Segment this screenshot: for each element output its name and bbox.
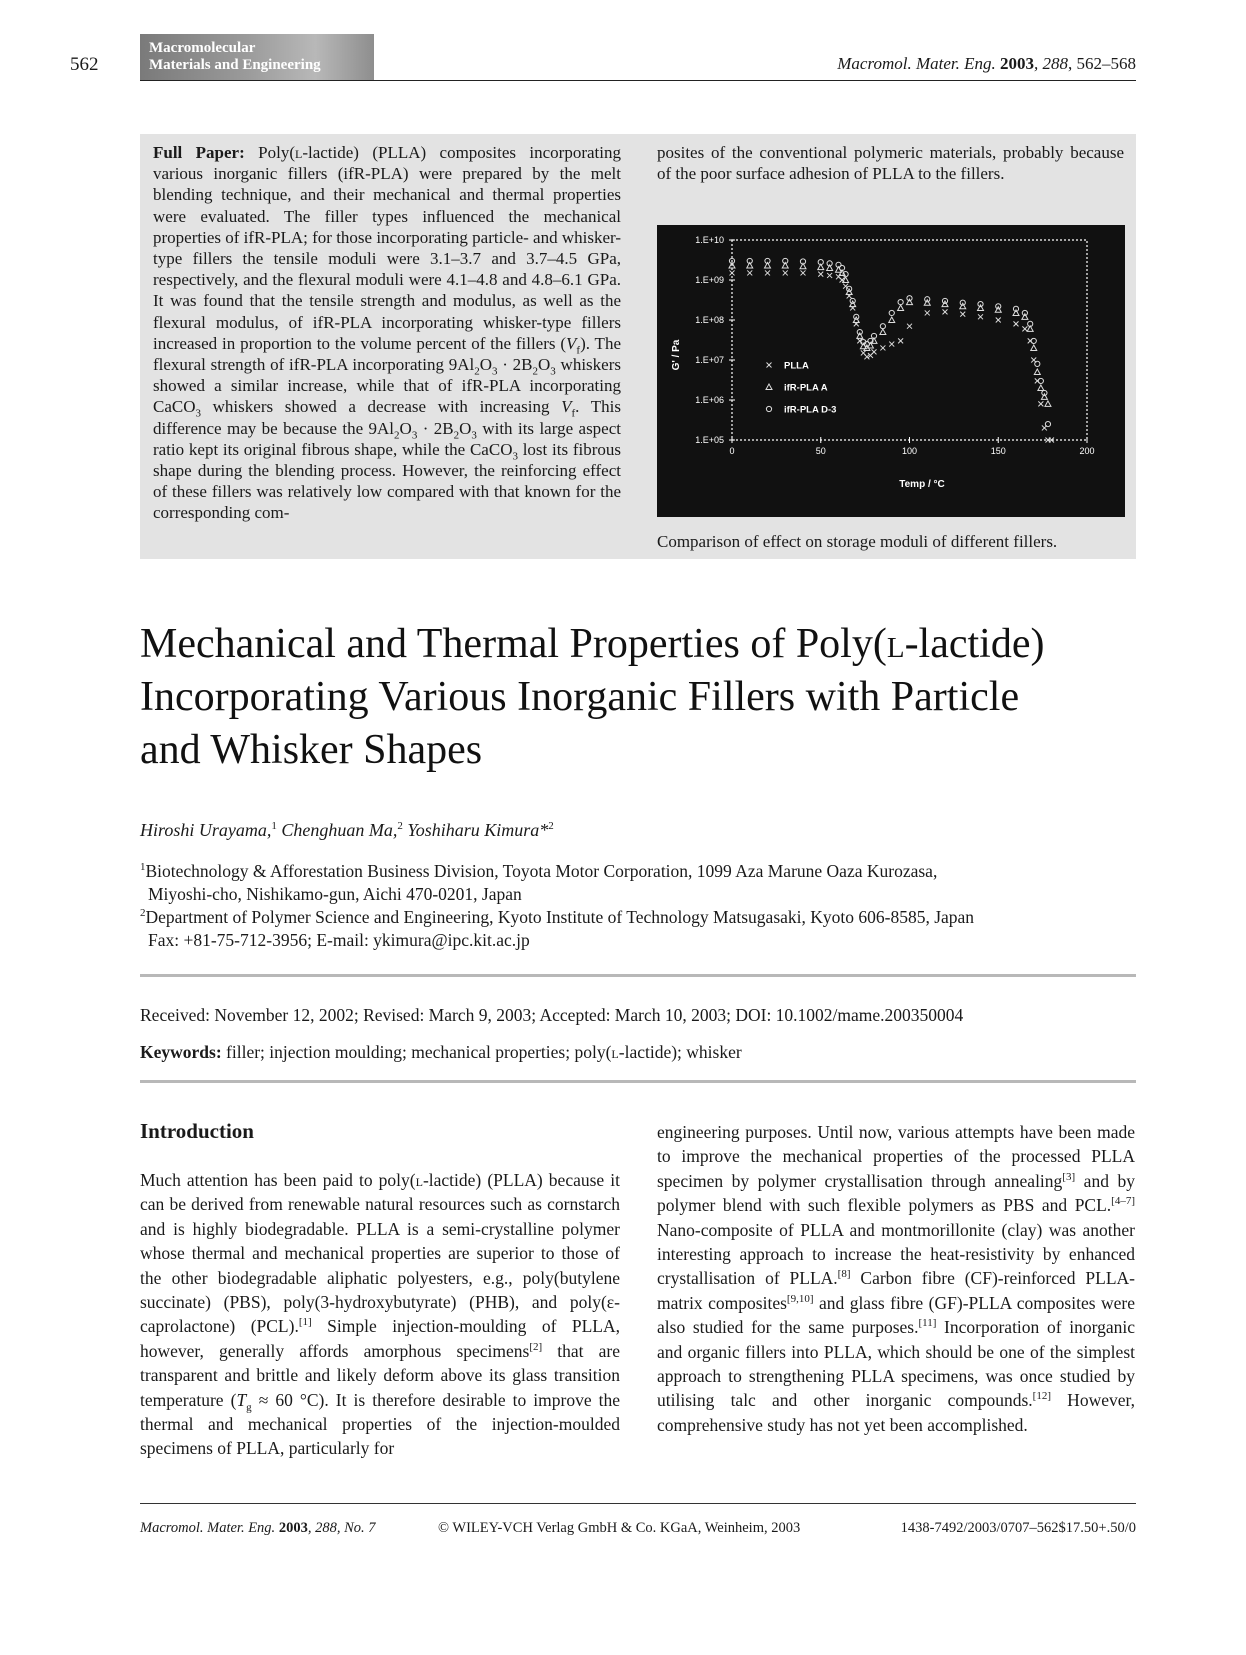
header-citation: Macromol. Mater. Eng. 2003, 288, 562–568 [837,54,1136,73]
data-point [889,317,895,323]
data-point [843,284,848,289]
y-axis-label: G' / Pa [671,339,682,371]
data-point [943,309,948,314]
section-heading-introduction: Introduction [140,1119,254,1143]
title-line-2: Incorporating Various Inorganic Fillers with Particle [140,674,1020,720]
data-point [1031,345,1037,351]
footer-copyright: © WILEY-VCH Verlag GmbH & Co. KGaA, Weinheim, 2003 [438,1520,801,1536]
data-point [1031,338,1036,343]
series-1 [729,263,1051,407]
data-point [996,318,1001,323]
affiliation-1: $^1$Biotechnology & Afforestation Business Division, Toyota Motor Corporation, 1099 Aza Marune Oaza Kurozasa, Miyoshi-cho, Nishikamo-gun, Aichi 470-0201, Japan [140,861,938,904]
y-tick-label: 1.E+08 [695,315,724,325]
data-point [872,349,877,354]
data-point [889,342,894,347]
journal-logo [140,34,374,80]
x-axis-label: Temp / °C [899,479,945,490]
data-point [1034,369,1040,375]
data-point [818,272,823,277]
data-point [880,345,885,350]
data-point [1038,378,1043,383]
title-line-1: Mechanical and Thermal Properties of Poly(l-lactide) [140,621,1045,667]
x-tick-label: 50 [815,446,826,456]
legend-label: PLLA [784,360,809,372]
legend-marker [766,384,772,390]
keywords: Keywords: filler; injection moulding; mechanical properties; poly(l-lactide); whisker [140,1042,742,1062]
body-column-2: engineering purposes. Until now, various attempts have been made to improve the mechanical properties of the processed PLLA specimen by polymer crystallisation through annealing[3] and by polymer blend with such flexible polymers as PBS and PCL.[4–7] Nano-composite of PLLA and montmorillonite (clay) was another interesting approach to increase the heat-resistivity by enhanced crystallisation of PLLA.[8] Carbon fibre (CF)-reinforced PLLA-matrix composites[9,10] and glass fibre (GF)-PLLA composites were also studied for the same purposes.[11] Incorporation of inorganic and organic fillers into PLLA, which should be one of the simplest approach to strengthening PLLA specimens, was once studied by utilising talc and other inorganic compounds.[12] However, comprehensive study has not yet been accomplished. [657,1122,1135,1435]
data-point [1035,361,1040,366]
legend-label: ifR-PLA A [784,382,828,394]
data-point [843,277,849,283]
series-0 [730,270,1055,442]
x-tick-label: 100 [901,446,918,456]
data-point [925,310,930,315]
data-point [898,338,903,343]
y-tick-label: 1.E+09 [695,275,724,285]
y-tick-label: 1.E+05 [695,435,724,445]
data-point [880,329,886,335]
legend-marker [766,406,771,411]
chart-svg [657,225,1125,517]
affiliation-2: $^2$Department of Polymer Science and Engineering, Kyoto Institute of Technology Matsugasaki, Kyoto 606-8585, Japan Fax: +81-75-712-3956; E-mail: ykimura@ipc.kit.ac.jp [140,907,975,950]
author-list: Hiroshi Urayama,$^1$ Chenghuan Ma,$^2$ Yoshiharu Kimura*$^2$ [140,820,554,840]
data-point [907,324,912,329]
data-point [827,273,832,278]
y-tick-label: 1.E+06 [695,395,724,405]
y-tick-label: 1.E+10 [695,235,724,245]
data-point [1022,326,1027,331]
section-rule-top [140,974,1136,977]
footer-citation: Macromol. Mater. Eng. 2003, 288, No. 7 [140,1520,376,1536]
received-dates: Received: November 12, 2002; Revised: March 9, 2003; Accepted: March 10, 2003; DOI: 10.1002/mame.200350004 [140,1005,964,1025]
legend-marker [767,363,772,368]
abstract-text: Full Paper: Poly(l-lactide) (PLLA) composites incorporating various inorganic fillers (ifR-PLA) were prepared by the melt blending technique, and their mechanical and thermal properties were evaluated. The filler types influenced the mechanical properties of ifR-PLA; for those incorporating particle- and whisker-type fillers the tensile moduli were 3.1–3.7 and 3.7–4.5 GPa, respectively, and the flexural moduli were 4.1–4.8 and 4.8–6.1 GPa. It was found that the tensile strength and modulus, as well as the flexural modulus, of ifR-PLA incorporating whisker-type fillers increased in proportion to the volume percent of the fillers $(V_f)$. The flexural strength of ifR-PLA incorporating $9Al_2O_3 \cdot 2B_2O_3$ whiskers showed a similar increase, while that of ifR-PLA incorporating CaCO$_3$ whiskers showed a decrease with increasing $V_f$. This difference may be because the $9Al_2O_3 \cdot 2B_2O_3$ with its large aspect ratio kept its original fibrous shape, while the CaCO$_3$ lost its fibrous shape during the blending process. However, the reinforcing effect of these fillers was relatively low compared with that known for the corresponding com- [153,143,621,523]
header-rule [140,80,1136,81]
section-rule-bottom [140,1080,1136,1083]
storage-moduli-chart [657,225,1125,517]
data-point [783,270,788,275]
footer-rule [140,1503,1136,1504]
data-point [747,270,752,275]
data-point [1038,401,1043,406]
x-tick-label: 0 [729,446,735,456]
data-point [960,312,965,317]
data-point [978,314,983,319]
data-point [1014,321,1019,326]
y-tick-label: 1.E+07 [695,355,724,365]
data-point [801,270,806,275]
x-tick-label: 150 [990,446,1006,456]
data-point [1038,385,1044,391]
data-point [730,270,735,275]
data-point [1045,421,1050,426]
journal-logo-line1: Macromolecular [149,40,256,56]
figure-caption: Comparison of effect on storage moduli of different fillers. [657,532,1058,551]
body-column-1: Much attention has been paid to poly(l-lactide) (PLLA) because it can be derived from renewable natural resources such as cornstarch and is highly biodegradable. PLLA is a semi-crystalline polymer whose thermal and mechanical properties are superior to those of the other biodegradable aliphatic polyesters, e.g., poly(butylene succinate) (PBS), poly(3-hydroxybutyrate) (PHB), and poly(ε-caprolactone) (PCL).[1] Simple injection-moulding of PLLA, however, generally affords amorphous specimens[2] that are transparent and brittle and likely deform above its glass transition temperature ($T_g \approx 60$ °C). It is therefore desirable to improve the thermal and mechanical properties of the injection-moulded specimens of PLLA, particularly for [140,1170,621,1459]
data-point [898,305,904,311]
journal-logo-line2: Materials and Engineering [149,57,321,73]
data-point [889,310,894,315]
page-number: 562 [70,54,99,75]
legend-label: ifR-PLA D-3 [784,404,837,416]
x-tick-label: 200 [1079,446,1095,456]
article-title [140,618,1140,777]
footer-code: 1438-7492/2003/0707–562$17.50+.50/0 [900,1520,1136,1536]
data-point [765,270,770,275]
abstract-text-continued: posites of the conventional polymeric materials, probably because of the poor surface adhesion of PLLA to the fillers. [657,143,1124,184]
data-point [1045,401,1051,407]
title-line-3: and Whisker Shapes [140,727,483,773]
